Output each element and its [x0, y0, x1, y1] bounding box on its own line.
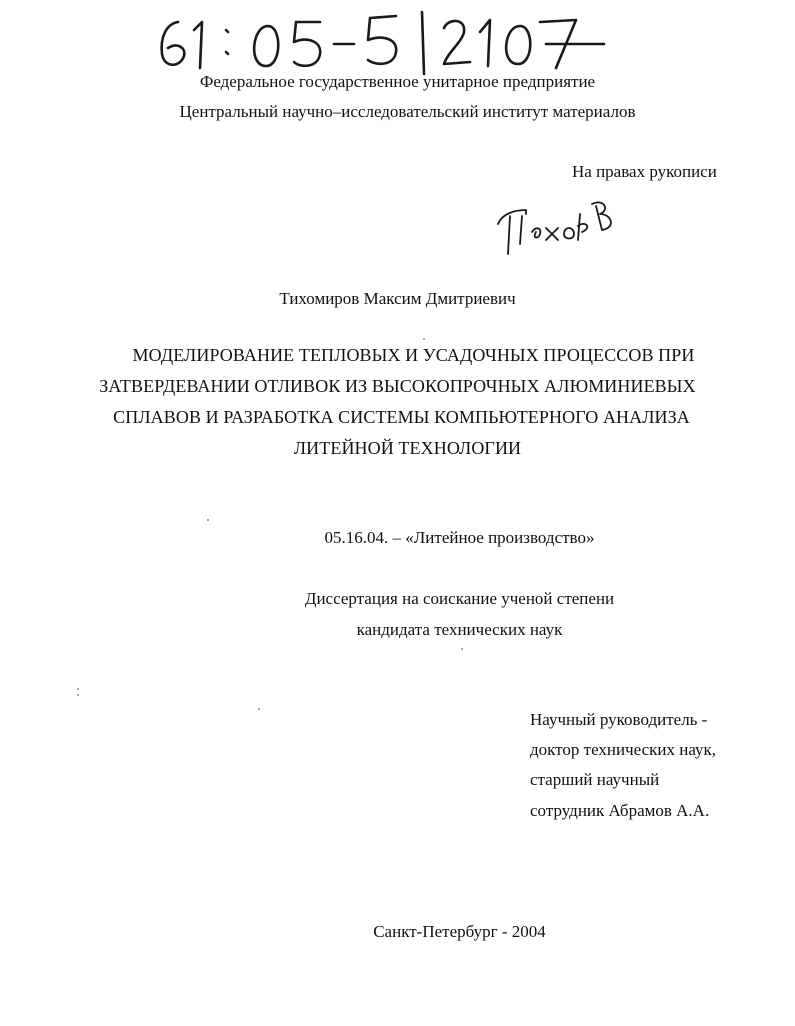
scan-speck — [423, 338, 425, 340]
supervisor-line-1: Научный руководитель - — [530, 710, 708, 729]
title-line-1: МОДЕЛИРОВАНИЕ ТЕПЛОВЫХ И УСАДОЧНЫХ ПРОЦЕССОВ ПРИ — [132, 345, 695, 365]
manuscript-rights-label: На правах рукописи — [572, 162, 717, 181]
supervisor-line-3: старший научный — [530, 770, 660, 789]
specialty-code: 05.16.04. – «Литейное производство» — [324, 528, 595, 547]
title-line-2: ЗАТВЕРДЕВАНИИ ОТЛИВОК ИЗ ВЫСОКОПРОЧНЫХ АЛЮМИНИЕВЫХ — [99, 376, 696, 396]
degree-line-2: кандидата технических наук — [356, 620, 563, 639]
scan-speck — [77, 688, 79, 690]
scan-speck — [461, 648, 463, 650]
title-line-4: ЛИТЕЙНОЙ ТЕХНОЛОГИИ — [293, 438, 522, 458]
organization-line-2: Центральный научно–исследовательский институт материалов — [179, 102, 636, 121]
supervisor-line-4: сотрудник Абрамов А.А. — [530, 801, 710, 820]
degree-line-1: Диссертация на соискание ученой степени — [304, 589, 615, 608]
author-name: Тихомиров Максим Дмитриевич — [279, 289, 516, 308]
supervisor-line-2: доктор технических наук, — [530, 740, 717, 759]
scan-speck — [258, 708, 260, 710]
place-and-year: Санкт-Петербург - 2004 — [373, 922, 546, 941]
scan-speck — [77, 694, 79, 696]
organization-line-1: Федеральное государственное унитарное предприятие — [199, 72, 596, 91]
title-line-3: СПЛАВОВ И РАЗРАБОТКА СИСТЕМЫ КОМПЬЮТЕРНОГО АНАЛИЗА — [113, 407, 690, 427]
scan-speck — [207, 519, 209, 521]
author-signature — [492, 184, 622, 266]
handwritten-archive-mark — [148, 8, 618, 76]
